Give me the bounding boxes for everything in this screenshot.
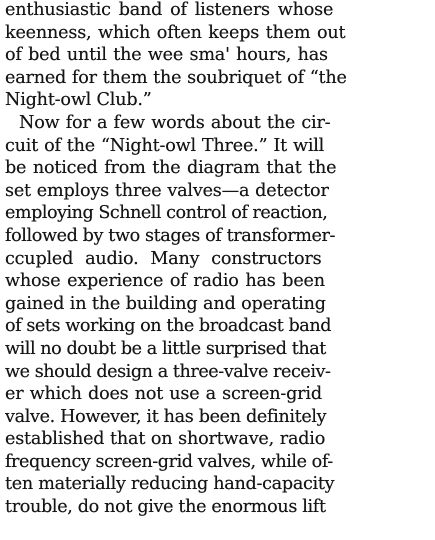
text-line: whose experience of radio has been — [5, 271, 325, 292]
text-line: cuit of the “Night-owl Three.” It will — [5, 135, 325, 156]
text-line: we should design a three-valve receiv- — [5, 361, 331, 382]
text-line: valve. However, it has been definitely — [5, 406, 327, 427]
text-line: frequency screen-grid valves, while of- — [5, 451, 333, 472]
text-line: of bed until the wee sma' hours, has — [5, 45, 328, 66]
paragraph-night-owl-club — [5, 0, 432, 112]
text-line: Night-owl Club.” — [5, 90, 152, 111]
text-line: keenness, which often keeps them out — [5, 22, 346, 43]
text-line: followed by two stages of transformer- — [5, 225, 336, 246]
text-line: ccupled audio. Many constructors — [5, 248, 322, 269]
text-line: employing Schnell control of reaction, — [5, 203, 328, 224]
text-line: ten materially reducing hand-capacity — [5, 474, 335, 495]
text-line: trouble, do not give the enormous lift — [5, 497, 326, 518]
text-line: be noticed from the diagram that the — [5, 158, 337, 179]
text-line: will no doubt be a little surprised that — [5, 338, 326, 359]
paragraph-circuit-description — [5, 112, 432, 519]
text-line: established that on shortwave, radio — [5, 429, 326, 450]
text-line: of sets working on the broadcast band — [5, 316, 332, 337]
article-column — [5, 0, 432, 519]
text-line: earned for them the soubriquet of “the — [5, 67, 347, 88]
text-line: enthusiastic band of listeners whose — [5, 0, 334, 20]
text-line: gained in the building and operating — [5, 293, 326, 314]
text-line: set employs three valves—a detector — [5, 180, 329, 201]
text-line: Now for a few words about the cir- — [19, 112, 331, 133]
text-line: er which does not use a screen-grid — [5, 384, 322, 405]
